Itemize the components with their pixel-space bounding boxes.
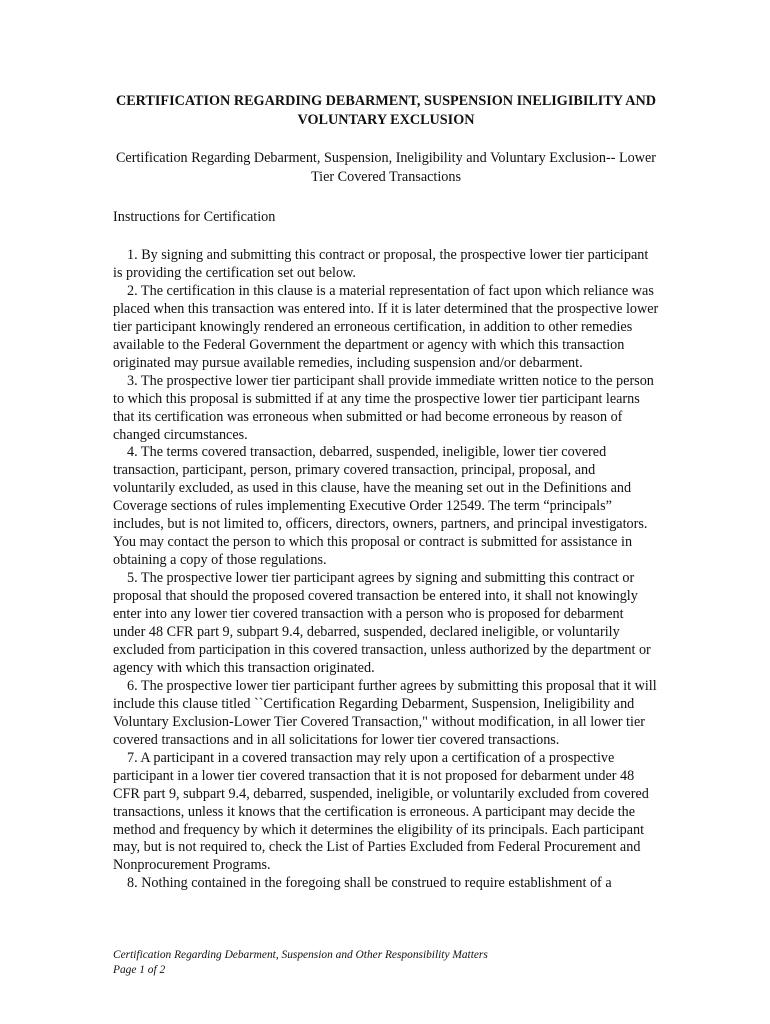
document-subtitle: Certification Regarding Debarment, Suspension, Ineligibility and Voluntary Exclusion-- Lower Tier Covered Transactions [115,150,657,185]
document-title: CERTIFICATION REGARDING DEBARMENT, SUSPENSION INELIGIBILITY AND VOLUNTARY EXCLUSION [115,93,657,128]
instruction-paragraph-7: 7. A participant in a covered transaction may rely upon a certification of a prospective participant in a lower tier covered transaction that it is not proposed for debarment under 48 CFR part 9, subpart 9.4, debarred, suspended, ineligible, or voluntarily excluded from covered transactions, unless it knows that the certification is erroneous. A participant may decide the method and frequency by which it determines the eligibility of its principals. Each participant may, but is not required to, check the List of Parties Excluded from Federal Procurement and Nonprocurement Programs. [113,749,649,874]
instruction-paragraph-8: 8. Nothing contained in the foregoing shall be construed to require establishment of a [127,875,612,892]
instruction-paragraph-3: 3. The prospective lower tier participant shall provide immediate written notice to the person to which this proposal is submitted if at any time the prospective lower tier participant learns that its certification was erroneous when submitted or had become erroneous by reason of changed circumstances. [113,372,654,443]
instruction-paragraph-5: 5. The prospective lower tier participant agrees by signing and submitting this contract or proposal that should the proposed covered transaction be entered into, it shall not knowingly enter into any lower tier covered transaction with a person who is proposed for debarment under 48 CFR part 9, subpart 9.4, debarred, suspended, declared ineligible, or voluntarily excluded from participation in this covered transaction, unless authorized by the department or agency with which this transaction originated. [113,570,651,676]
instruction-paragraph-4: 4. The terms covered transaction, debarred, suspended, ineligible, lower tier covered transaction, participant, person, primary covered transaction, principal, proposal, and voluntarily excluded, as used in this clause, have the meaning set out in the Definitions and Coverage sections of rules implementing Executive Order 12549. The term “principals” includes, but is not limited to, officers, directors, owners, partners, and principal investigators. You may contact the person to which this proposal or contract is submitted for assistance in obtaining a copy of those regulations. [113,444,648,569]
instructions-list [113,247,659,893]
document-page [113,92,659,893]
footer-document-name: Certification Regarding Debarment, Suspension and Other Responsibility Matters [113,949,488,961]
instruction-paragraph-1: 1. By signing and submitting this contract or proposal, the prospective lower tier participant is providing the certification set out below. [113,247,649,281]
instruction-paragraph-2: 2. The certification in this clause is a material representation of fact upon which reliance was placed when this transaction was entered into. If it is later determined that the prospective lower tier participant knowingly rendered an erroneous certification, in addition to other remedies available to the Federal Government the department or agency with which this transaction originated may pursue available remedies, including suspension and/or debarment. [113,282,659,371]
page-footer [113,948,659,978]
instruction-paragraph-6: 6. The prospective lower tier participant further agrees by submitting this proposal that it will include this clause titled ``Certification Regarding Debarment, Suspension, Ineligibility and Voluntary Exclusion-Lower Tier Covered Transaction," without modification, in all lower tier covered transactions and in all solicitations for lower tier covered transactions. [113,677,657,748]
footer-page-number: Page 1 of 2 [113,964,166,976]
instructions-heading: Instructions for Certification [113,209,276,225]
